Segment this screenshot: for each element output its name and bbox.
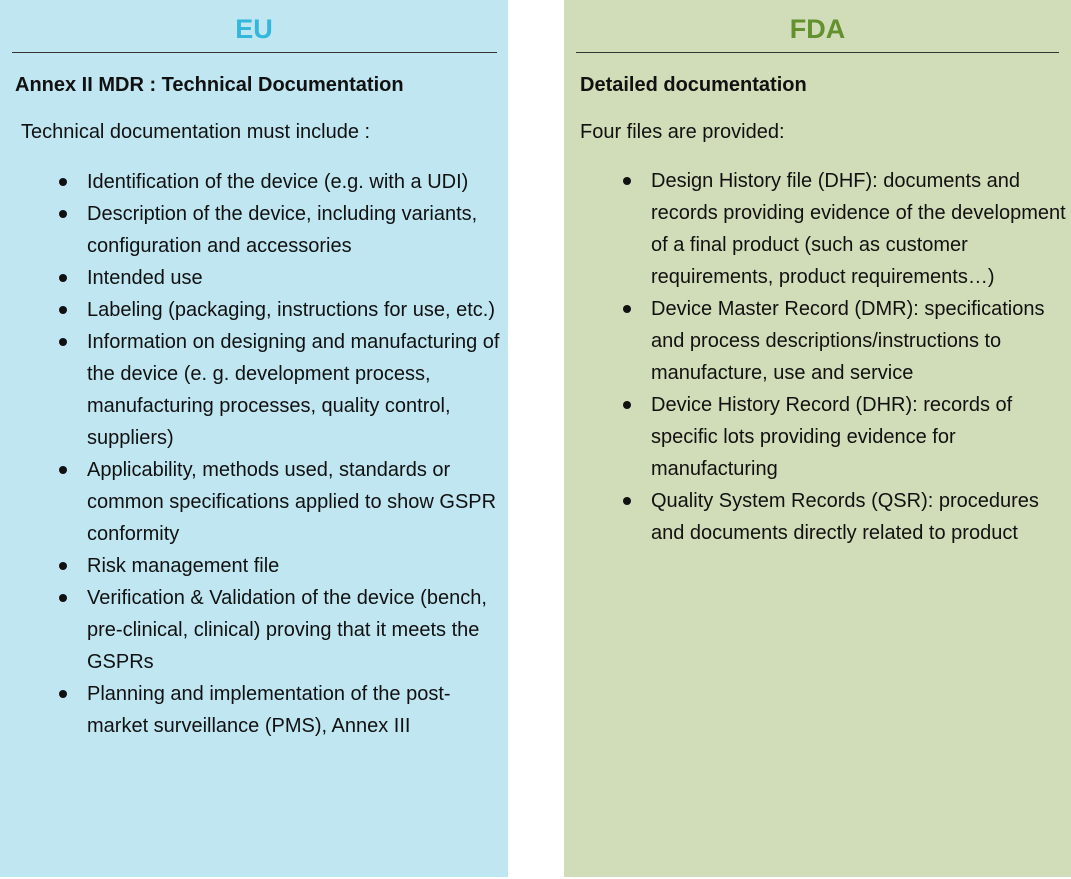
- list-item: [87, 550, 502, 582]
- list-item-text: Design History file (DHF): documents and records providing evidence of the development of a final product (such as customer requirements, product requirements…): [651, 170, 1066, 288]
- bullet-icon: [59, 306, 67, 314]
- list-item: [651, 293, 1067, 389]
- list-item: [87, 582, 502, 678]
- bullet-icon: [59, 178, 67, 186]
- list-item: [87, 678, 502, 742]
- bullet-icon: [59, 338, 67, 346]
- list-item-text: Applicability, methods used, standards or common specifications applied to show GSPR conformity: [87, 459, 497, 545]
- fda-files-list: [651, 165, 1067, 549]
- fda-title: FDA: [789, 14, 846, 44]
- list-item-text: Verification & Validation of the device (bench, pre-clinical, clinical) proving that it meets the GSPRs: [87, 587, 487, 673]
- list-item: [87, 326, 502, 454]
- eu-panel: [0, 0, 508, 877]
- list-item-text: Description of the device, including variants, configuration and accessories: [87, 203, 478, 257]
- list-item: [651, 389, 1067, 485]
- bullet-icon: [59, 210, 67, 218]
- fda-title-divider: [576, 52, 1059, 53]
- bullet-icon: [623, 401, 631, 409]
- bullet-icon: [59, 594, 67, 602]
- eu-requirements-list: [87, 166, 502, 742]
- bullet-icon: [623, 497, 631, 505]
- list-item: [87, 198, 502, 262]
- list-item: [87, 262, 502, 294]
- list-item: [651, 165, 1067, 293]
- list-item: [651, 485, 1067, 549]
- bullet-icon: [59, 690, 67, 698]
- list-item-text: Device History Record (DHR): records of specific lots providing evidence for manufacturing: [651, 394, 1013, 480]
- fda-subtitle: Detailed documentation: [580, 74, 807, 96]
- eu-intro: Technical documentation must include :: [21, 121, 371, 143]
- list-item-text: Labeling (packaging, instructions for use, etc.): [87, 299, 495, 321]
- list-item-text: Device Master Record (DMR): specifications and process descriptions/instructions to manufacture, use and service: [651, 298, 1045, 384]
- fda-intro: Four files are provided:: [580, 121, 785, 143]
- eu-title: EU: [235, 14, 273, 44]
- list-item-text: Quality System Records (QSR): procedures and documents directly related to product: [651, 490, 1039, 544]
- fda-panel: [564, 0, 1071, 877]
- bullet-icon: [59, 274, 67, 282]
- eu-title-divider: [12, 52, 497, 53]
- list-item-text: Risk management file: [87, 555, 280, 577]
- bullet-icon: [623, 305, 631, 313]
- list-item: [87, 166, 502, 198]
- bullet-icon: [623, 177, 631, 185]
- list-item-text: Intended use: [87, 267, 203, 289]
- bullet-icon: [59, 562, 67, 570]
- list-item: [87, 454, 502, 550]
- list-item-text: Information on designing and manufacturing of the device (e. g. development process, manufacturing processes, quality control, suppliers): [87, 331, 500, 449]
- list-item-text: Planning and implementation of the post-market surveillance (PMS), Annex III: [87, 683, 451, 737]
- list-item: [87, 294, 502, 326]
- bullet-icon: [59, 466, 67, 474]
- list-item-text: Identification of the device (e.g. with a UDI): [87, 171, 469, 193]
- eu-subtitle: Annex II MDR : Technical Documentation: [15, 74, 404, 96]
